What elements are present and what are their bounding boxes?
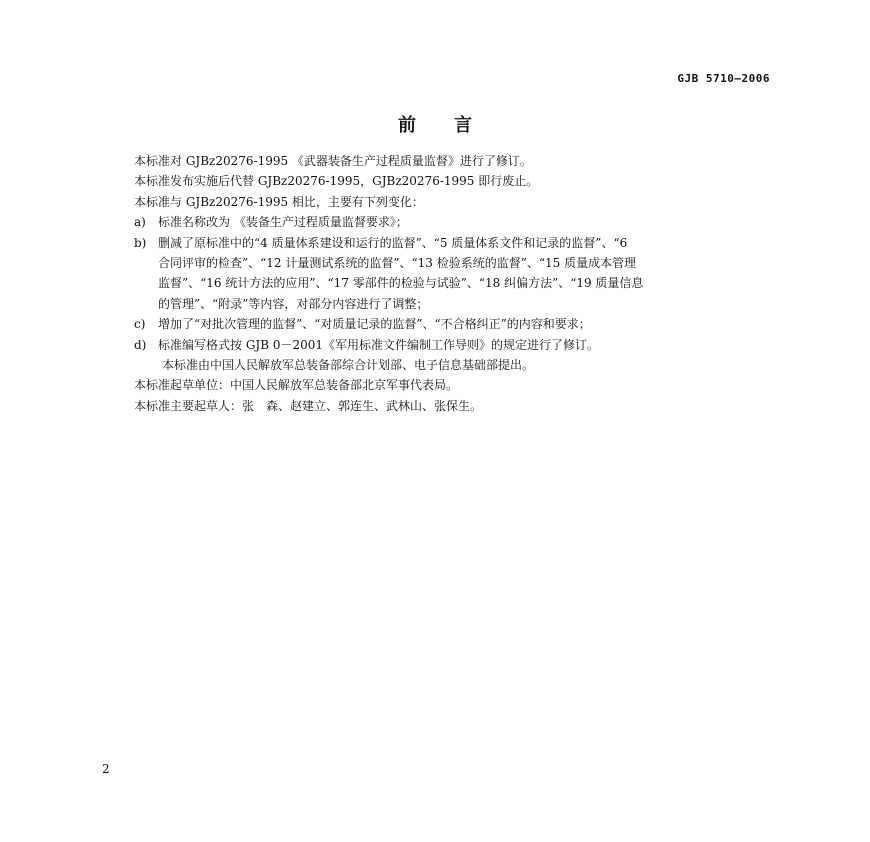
list-marker: c) (134, 317, 146, 332)
document-body (134, 151, 774, 416)
list-marker: d) (134, 337, 147, 352)
list-item-text (158, 233, 774, 315)
list-item-text (158, 335, 774, 355)
list-item-line: 合同评审的检查”、“12 计量测试系统的监督”、“13 检验系统的监督”、“15 质量成本管理 (158, 256, 637, 271)
paragraph-changes-intro: 本标准与 GJBz20276-1995 相比，主要有下列变化： (134, 194, 424, 209)
standard-number: GJB 5710—2006 (677, 72, 770, 85)
list-item-line: 标准名称改为 《装备生产过程质量监督要求》； (158, 215, 408, 230)
page-title: 前言 (398, 115, 510, 136)
list-item-c (134, 314, 774, 334)
list-item-line: 增加了“对批次管理的监督”、“对质量记录的监督”、“不合格纠正”的内容和要求； (158, 317, 591, 332)
paragraph-drafters: 本标准主要起草人：张 森、赵建立、郭连生、武林山、张保生。 (134, 398, 483, 413)
paragraph-proposer: 本标准由中国人民解放军总装备部综合计划部、电子信息基础部提出。 (162, 358, 535, 373)
list-item-line: 的管理”、“附录”等内容，对部分内容进行了调整； (158, 296, 429, 311)
list-item-line: 删减了原标准中的“4 质量体系建设和运行的监督”、“5 质量体系文件和记录的监督”、“6 (158, 235, 628, 250)
paragraph-replacement: 本标准发布实施后代替 GJBz20276-1995，GJBz20276-1995 即行废止。 (134, 174, 539, 189)
list-item-line: 标准编写格式按 GJB 0－2001《军用标准文件编制工作导则》的规定进行了修订。 (158, 337, 600, 352)
page-number: 2 (102, 762, 110, 776)
list-item-text (158, 212, 774, 232)
paragraph-drafting-unit: 本标准起草单位：中国人民解放军总装备部北京军事代表局。 (134, 378, 459, 393)
list-item-text (158, 314, 774, 334)
list-item-a (134, 212, 774, 232)
list-item-line: 监督”、“16 统计方法的应用”、“17 零部件的检验与试验”、“18 纠偏方法”、“19 质量信息 (158, 276, 644, 291)
list-item-b (134, 233, 774, 315)
list-marker: a) (134, 215, 146, 230)
list-marker: b) (134, 235, 147, 250)
list-item-d (134, 335, 774, 355)
paragraph-revision: 本标准对 GJBz20276-1995 《武器装备生产过程质量监督》进行了修订。 (134, 154, 532, 168)
